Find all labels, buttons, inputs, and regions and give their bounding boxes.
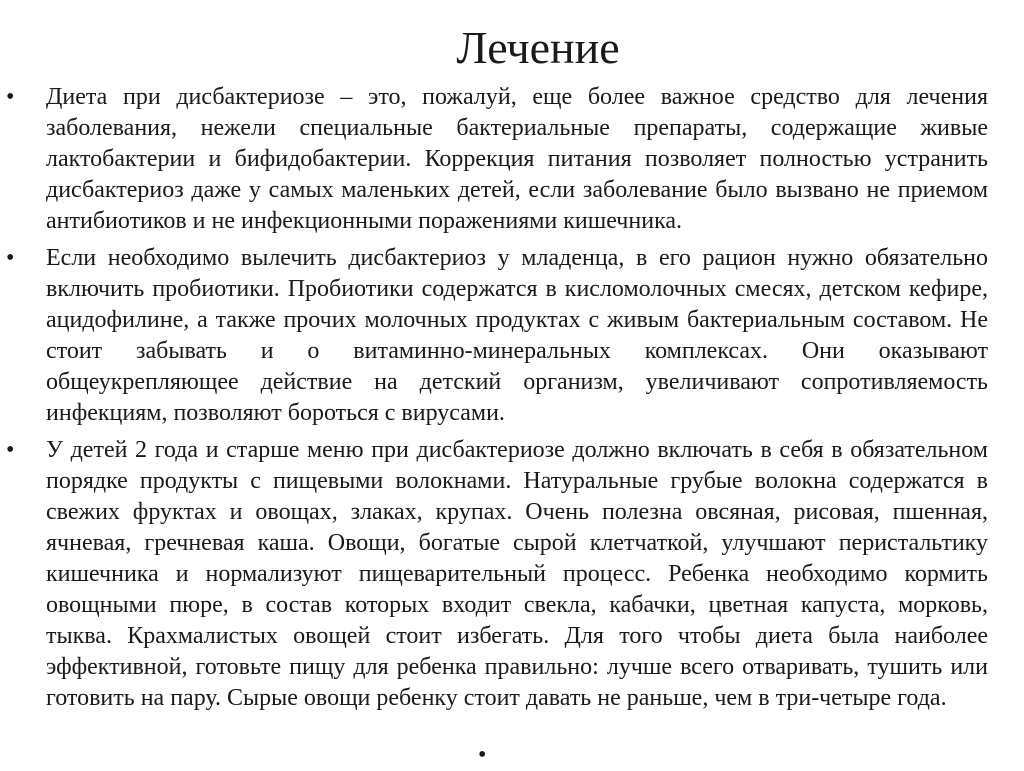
- bullet-marker: •: [6, 84, 15, 110]
- bullet-list: [0, 82, 1024, 714]
- bullet-marker: •: [6, 245, 15, 271]
- bullet-text: Диета при дисбактериозе – это, пожалуй, еще более важное средство для лечения заболевания, нежели специальные бактериальные препараты, содержащие живые лактобактерии и бифидобактерии. Коррекция питания позволяет полностью устранить дисбактериоз даже у самых маленьких детей, если заболевание было вызвано не приемом антибиотиков и не инфекционными поражениями кишечника.: [46, 84, 988, 234]
- empty-bullet-marker: •: [478, 742, 487, 768]
- bullet-item-diet: [0, 82, 1024, 237]
- bullet-text: Если необходимо вылечить дисбактериоз у младенца, в его рацион нужно обязательно включить пробиотики. Пробиотики содержатся в кисломолочных смесях, детском кефире, ацидофилине, а также прочих молочных продуктах с живым бактериальным составом. Не стоит забывать и о витаминно-минеральных комплексах. Они оказывают общеукрепляющее действие на детский организм, увеличивают сопротивляемость инфекциям, позволяют бороться с вирусами.: [46, 245, 988, 426]
- bullet-text: У детей 2 года и старше меню при дисбактериозе должно включать в себя в обязательном порядке продукты с пищевыми волокнами. Натуральные грубые волокна содержатся в свежих фруктах и овощах, злаках, крупах. Очень полезна овсяная, рисовая, пшенная, ячневая, гречневая каша. Овощи, богатые сырой клетчаткой, улучшают перистальтику кишечника и нормализуют пищеварительный процесс. Ребенка необходимо кормить овощными пюре, в состав которых входит свекла, кабачки, цветная капуста, морковь, тыква. Крахмалистых овощей стоит избегать. Для того чтобы диета была наиболее эффективной, готовьте пищу для ребенка правильно: лучше всего отваривать, тушить или готовить на пару. Сырые овощи ребенку стоит давать не раньше, чем в три-четыре года.: [46, 437, 988, 711]
- slide-title: Лечение: [456, 22, 620, 73]
- bullet-item-probiotics: [0, 243, 1024, 429]
- bullet-marker: •: [6, 437, 15, 463]
- bullet-item-fiber: [0, 435, 1024, 714]
